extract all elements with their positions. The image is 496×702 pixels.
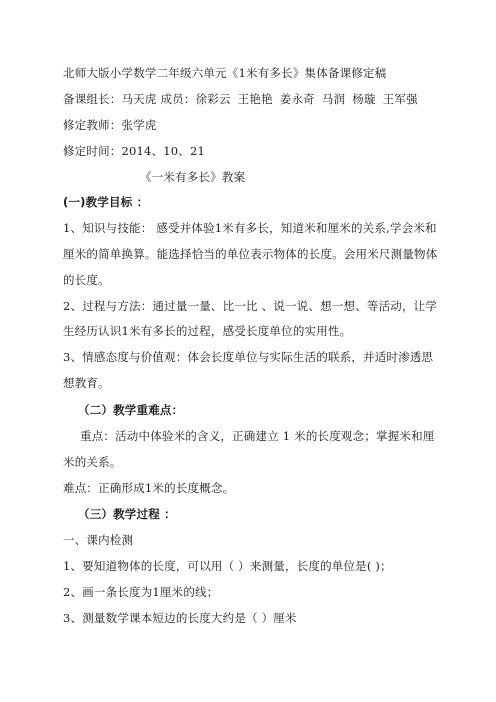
member-name: 徐彩云 [195, 92, 231, 106]
lesson-title: 《一米有多长》教案 [140, 170, 246, 184]
question-3: 3、测量数学课本短边的长度大约是（ ）厘米 [63, 611, 297, 625]
goal-1-line-1: 1、知识与技能： 感受并体验1米有多长，知道米和厘米的关系,学会米和 [63, 221, 437, 235]
goal-1-line-2: 厘米的简单换算。能选择恰当的单位表示物体的长度。会用米尺测量物体 [63, 247, 438, 261]
key-points-heading: （二）教学重难点： [78, 403, 184, 417]
member-name: 杨璇 [352, 92, 376, 106]
goals-heading: (一)教学目标 ： [63, 195, 149, 209]
member-name: 姜永奇 [279, 92, 315, 106]
goal-3-line-2: 想教育。 [63, 376, 110, 390]
member-name: 王艳艳 [237, 92, 273, 106]
editor-line: 修定教师：张学虎 [63, 118, 157, 132]
question-1: 1、要知道物体的长度，可以用（ ）来测量，长度的单位是( )； [63, 559, 392, 573]
date-line: 修定时间：2014、10、21 [63, 144, 206, 158]
member-name: 王军强 [382, 92, 418, 106]
process-subheading: 一、课内检测 [63, 533, 134, 547]
question-2: 2、画一条长度为1厘米的线； [63, 585, 219, 599]
goal-1-line-3: 的长度。 [63, 273, 110, 287]
process-heading: （三）教学过程 ： [78, 507, 176, 521]
group-leader-label: 备课组长：马天虎 成员： [63, 92, 196, 106]
goal-2-line-1: 2、过程与方法：通过量一量、比一比 、说一说、想一想、等活动，让学 [63, 299, 438, 313]
member-name: 马润 [321, 92, 346, 106]
prep-group-line [63, 92, 425, 106]
difficulty-line: 难点：正确形成1米的长度概念。 [63, 481, 235, 495]
key-point-line-2: 米的关系。 [63, 455, 122, 469]
document-title: 北师大版小学数学二年级六单元《1米有多长》集体备课修定稿 [63, 66, 387, 80]
goal-3-line-1: 3、情感态度与价值观：体会长度单位与实际生活的联系，并适时渗透思 [63, 350, 434, 364]
key-point-line-1: 重点：活动中体验米的含义，正确建立 1 米的长度观念；掌握米和厘 [80, 429, 435, 443]
goal-2-line-2: 生经历认识1米有多长的过程，感受长度单位的实用性。 [63, 324, 352, 338]
